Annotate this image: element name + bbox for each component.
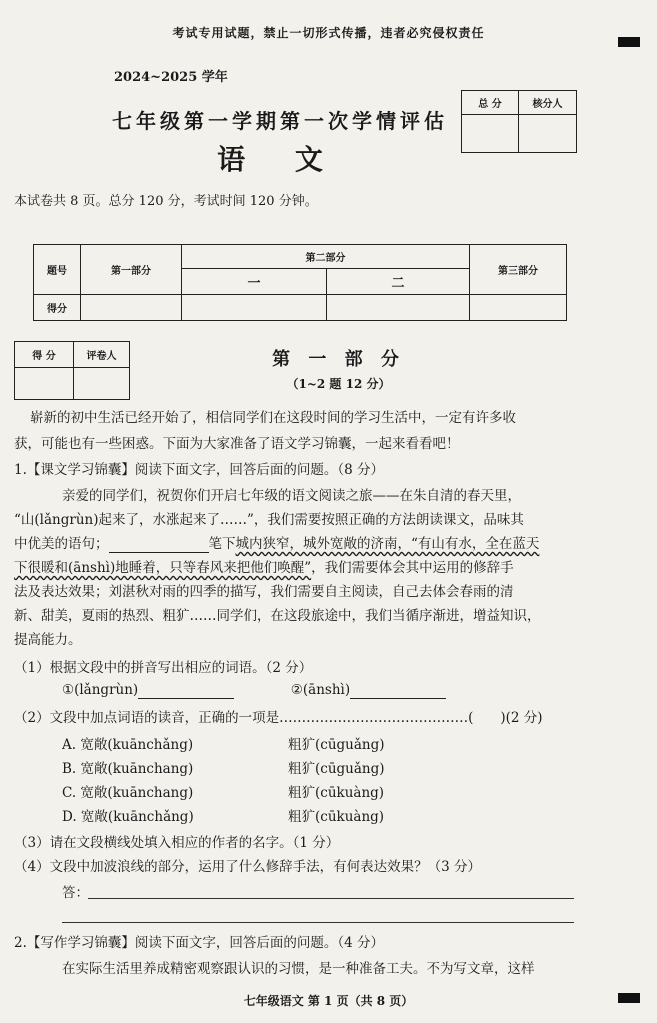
- score-part1[interactable]: [81, 295, 182, 321]
- q1-line-3-b: 笔下: [208, 536, 236, 552]
- q1-sub2: （2）文段中加点词语的读音，正确的一项是……………………………………( )(2 分): [14, 710, 543, 726]
- page-footer: 七年级语文 第 1 页（共 8 页）: [243, 994, 414, 1008]
- sub1-b-blank[interactable]: [350, 682, 446, 699]
- author-blank[interactable]: [109, 536, 209, 553]
- part1-header: 第一部分: [81, 245, 182, 295]
- option-a-2: 粗犷(cūguǎng): [288, 737, 385, 753]
- part-title: 第 一 部 分: [272, 349, 405, 370]
- header-note: 考试专用试题，禁止一切形式传播，违者必究侵权责任: [172, 26, 485, 40]
- wavy-text-2: 下很暖和(ānshì)地睡着，只等春风来把他们唤醒”: [14, 560, 312, 576]
- part-subtitle: （1~2 题 12 分）: [286, 377, 391, 391]
- grader-label: 评卷人: [74, 342, 130, 368]
- score-part2-2[interactable]: [327, 295, 470, 321]
- q2-line-1: 在实际生活里养成精密观察跟认识的习惯，是一种准备工夫。不为写文章，这样: [62, 961, 535, 977]
- q1-line-3: [14, 532, 644, 553]
- checker-label: 核分人: [519, 91, 577, 115]
- q1-line-3-a: 中优美的语句；: [14, 536, 109, 552]
- part2-header: 第二部分: [182, 245, 470, 269]
- total-score-box: [461, 90, 577, 153]
- answer-line-1[interactable]: [88, 898, 574, 899]
- wavy-text-1: 城内狭窄，城外宽敞的济南，“有山有水，全在蓝天: [235, 536, 540, 552]
- option-d-2: 粗犷(cūkuàng): [288, 809, 385, 825]
- q1-line-4: [14, 556, 644, 576]
- q1-heading: 1.【课文学习锦囊】阅读下面文字，回答后面的问题。（8 分）: [14, 462, 385, 478]
- row-label-question: 题号: [34, 245, 81, 295]
- part2-sub1: 一: [182, 269, 327, 295]
- subject-title: 语 文: [217, 143, 343, 176]
- q1-line-2: “山(lǎngrùn)起来了，水涨起来了……”，我们需要按照正确的方法朗读课文，品味其: [14, 512, 524, 528]
- q1-line-5: 法及表达效果；刘湛秋对雨的四季的描写，我们需要自主阅读，自己去体会春雨的清: [14, 584, 514, 600]
- exam-intro: 本试卷共 8 页。总分 120 分，考试时间 120 分钟。: [14, 194, 318, 209]
- option-a[interactable]: [62, 733, 657, 753]
- q1-sub1: （1）根据文段中的拼音写出相应的词语。（2 分）: [14, 660, 313, 676]
- q2-heading: 2.【写作学习锦囊】阅读下面文字，回答后面的问题。（4 分）: [14, 935, 385, 951]
- option-b[interactable]: [62, 757, 657, 777]
- school-year: 2024~2025 学年: [114, 70, 228, 85]
- sub1-b-label: ②(ānshì): [290, 682, 351, 698]
- option-b-2: 粗犷(cūguǎng): [288, 761, 385, 777]
- q1-sub1-answers: [62, 682, 642, 699]
- option-c-2: 粗犷(cūkuàng): [288, 785, 385, 801]
- lead-line-2: 获，可能也有一些困惑。下面为大家准备了语文学习锦囊，一起来看看吧！: [14, 436, 460, 452]
- q1-line-4-b: ，我们需要体会其中运用的修辞手: [311, 560, 514, 576]
- option-c[interactable]: [62, 781, 657, 801]
- score-table: [33, 244, 567, 321]
- lead-line-1: 崭新的初中生活已经开始了，相信同学们在这段时间的学习生活中，一定有许多收: [30, 410, 516, 426]
- exam-title: 七年级第一学期第一次学情评估: [112, 109, 448, 133]
- total-cell[interactable]: [462, 115, 519, 153]
- q1-line-1: 亲爱的同学们，祝贺你们开启七年级的语文阅读之旅——在朱自清的春天里，: [62, 488, 521, 504]
- score-part3[interactable]: [470, 295, 567, 321]
- option-d[interactable]: [62, 805, 657, 825]
- score-part2-1[interactable]: [182, 295, 327, 321]
- sub1-a-blank[interactable]: [138, 682, 234, 699]
- answer-line-2[interactable]: [62, 922, 574, 923]
- checker-cell[interactable]: [519, 115, 577, 153]
- part3-header: 第三部分: [470, 245, 567, 295]
- q1-sub4: （4）文段中加波浪线的部分，运用了什么修辞手法，有何表达效果？（3 分）: [14, 859, 481, 875]
- option-d-1: D. 宽敞(kuānchǎng): [62, 809, 194, 825]
- total-label: 总 分: [462, 91, 519, 115]
- grader-score-label: 得 分: [15, 342, 74, 368]
- q1-sub3: （3）请在文段横线处填入相应的作者的名字。（1 分）: [14, 835, 340, 851]
- row-label-score: 得分: [34, 295, 81, 321]
- q1-line-7: 提高能力。: [14, 632, 82, 648]
- option-b-1: B. 宽敞(kuānchang): [62, 761, 194, 777]
- answer-label: 答：: [62, 885, 89, 901]
- sub1-a-label: ①(lǎngrùn): [62, 682, 139, 698]
- q1-line-6: 新、甜美，夏雨的热烈、粗犷……同学们，在这段旅途中，我们当循序渐进，增益知识，: [14, 608, 541, 624]
- option-c-1: C. 宽敞(kuānchang): [62, 785, 194, 801]
- option-a-1: A. 宽敞(kuānchǎng): [62, 737, 194, 753]
- part2-sub2: 二: [327, 269, 470, 295]
